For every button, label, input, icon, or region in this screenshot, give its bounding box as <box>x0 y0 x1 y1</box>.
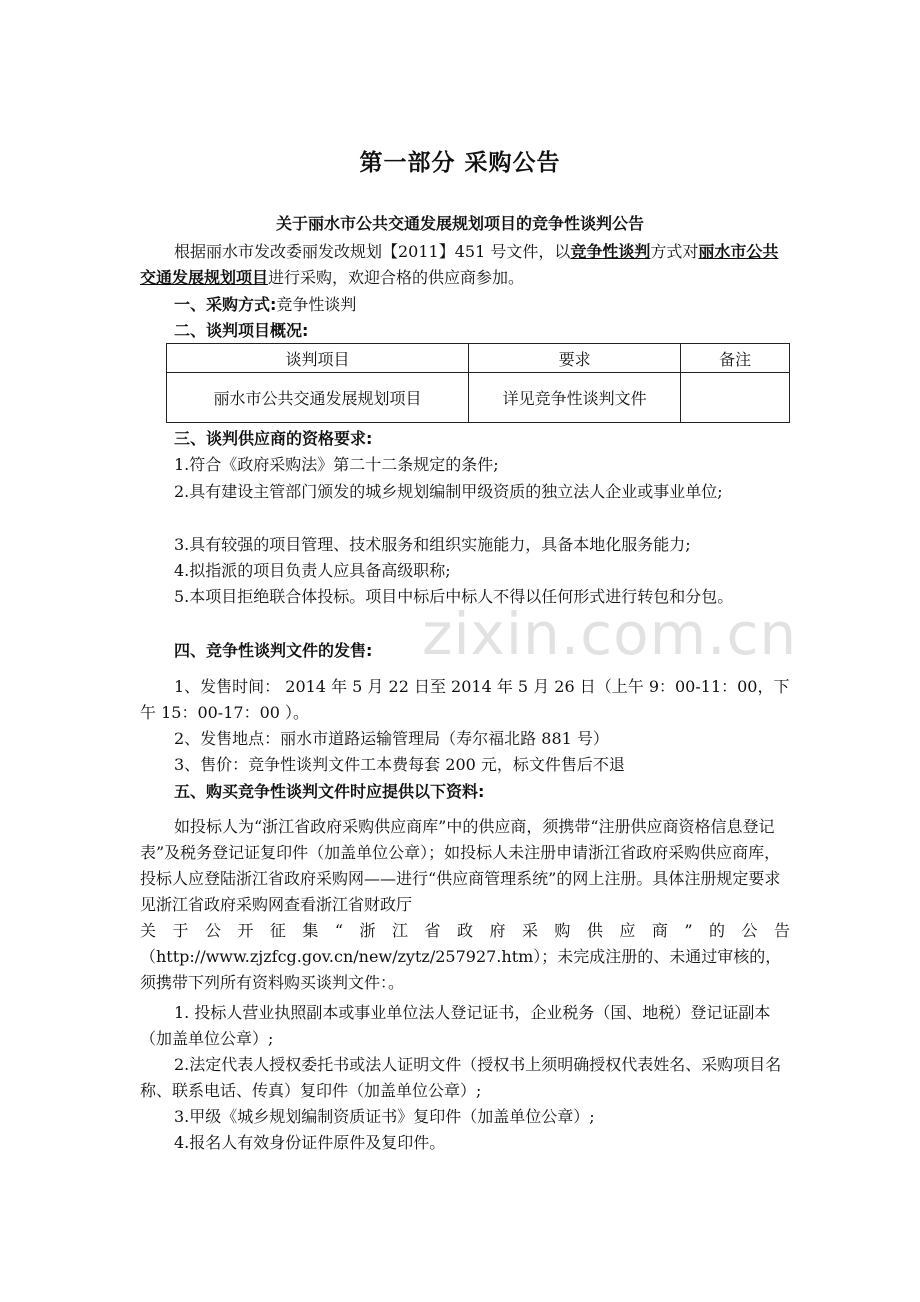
intro-text-a: 根据丽水市发改委丽发改规划【2011】451 号文件，以 <box>174 242 571 261</box>
table-header: 备注 <box>681 344 790 373</box>
table-cell: 详见竞争性谈判文件 <box>469 373 681 423</box>
table-header: 谈判项目 <box>167 344 469 373</box>
list-item: 2.具有建设主管部门颁发的城乡规划编制甲级资质的独立法人企业或事业单位; <box>174 482 723 501</box>
table-cell <box>681 373 790 423</box>
intro-text-b: 方式对 <box>650 242 699 261</box>
table-header-row <box>167 344 790 373</box>
table-row <box>167 373 790 423</box>
watermark: zixin.com.cn <box>422 600 798 668</box>
table-header: 要求 <box>469 344 681 373</box>
list-item: 4.拟指派的项目负责人应具备高级职称; <box>174 561 451 580</box>
intro-project: 丽水市公共交通发展规划项目 <box>140 242 779 287</box>
section-4-heading: 四、竞争性谈判文件的发售: <box>174 641 373 660</box>
list-item: 1.符合《政府采购法》第二十二条规定的条件; <box>174 455 499 474</box>
section-3-heading: 三、谈判供应商的资格要求: <box>174 429 373 448</box>
table-cell: 丽水市公共交通发展规划项目 <box>167 373 469 423</box>
section-5-heading: 五、购买竞争性谈判文件时应提供以下资料: <box>174 782 485 801</box>
list-item: 5.本项目拒绝联合体投标。项目中标后中标人不得以任何形式进行转包和分包。 <box>174 587 734 606</box>
section-1 <box>140 292 790 318</box>
section-1-value: 竞争性谈判 <box>276 295 357 314</box>
intro-method: 竞争性谈判 <box>570 242 651 261</box>
list-item: 4.报名人有效身份证件原件及复印件。 <box>174 1133 446 1152</box>
list-item: 3.甲级《城乡规划编制资质证书》复印件（加盖单位公章）; <box>174 1107 595 1126</box>
intro-text-c: 进行采购，欢迎合格的供应商参加。 <box>268 268 525 287</box>
page-title: 第一部分 采购公告 <box>359 150 561 176</box>
intro-paragraph <box>140 239 790 291</box>
list-item: 1. 投标人营业执照副本或事业单位法人登记证书，企业税务（国、地税）登记证副本（加盖单位公章）; <box>140 1003 771 1048</box>
list-item: 2.法定代表人授权委托书或法人证明文件（授权书上须明确授权代表姓名、采购项目名称、联系电话、传真）复印件（加盖单位公章）; <box>140 1055 782 1100</box>
list-item: 1、发售时间： 2014 年 5 月 22 日至 2014 年 5 月 26 日（上午 9：00-11：00，下午 15：00-17：00 ）。 <box>140 677 790 722</box>
section-5-paragraph-notice: 关于公开征集“浙江省政府采购供应商”的公告 <box>140 921 790 940</box>
list-item: 3、售价：竞争性谈判文件工本费每套 200 元，标文件售后不退 <box>174 755 625 774</box>
section-5-paragraph: 如投标人为“浙江省政府采购供应商库”中的供应商，须携带“注册供应商资格信息登记表”及税务登记证复印件（加盖单位公章）；如投标人未注册申请浙江省政府采购供应商库，投标人应登陆浙江省政府采购网——进行“供应商管理系统”的网上注册。具体注册规定要求见浙江省政府采购网查看浙江省财政厅 <box>140 817 781 914</box>
section-1-heading: 一、采购方式: <box>174 295 277 314</box>
section-5-paragraph-end: （http://www.zjzfcg.gov.cn/new/zytz/257927.htm）；未完成注册的、未通过审核的，须携带下列所有资料购买谈判文件：。 <box>140 947 782 992</box>
section-2-heading: 二、谈判项目概况: <box>174 321 309 340</box>
list-item: 2、发售地点：丽水市道路运输管理局（寿尔福北路 881 号） <box>174 729 609 748</box>
list-item: 3.具有较强的项目管理、技术服务和组织实施能力，具备本地化服务能力; <box>174 535 691 554</box>
project-table <box>166 343 790 423</box>
announcement-title: 关于丽水市公共交通发展规划项目的竞争性谈判公告 <box>275 214 644 233</box>
